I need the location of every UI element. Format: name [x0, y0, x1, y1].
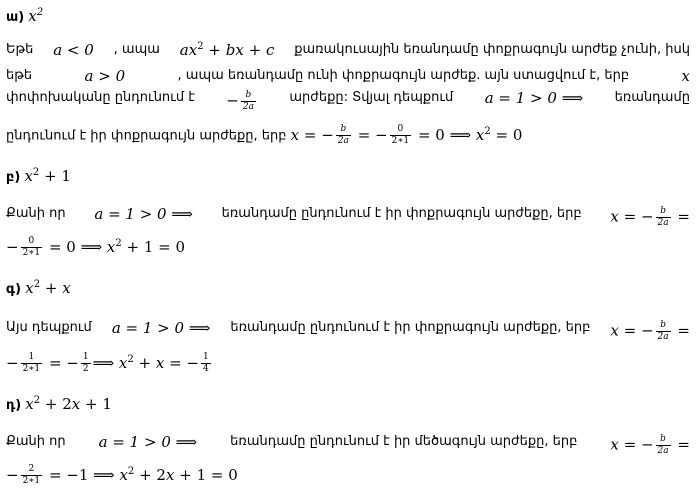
- section-label: բ): [6, 170, 21, 185]
- section-d-line-1: Քանի որ a = 1 > 0 ⟹ եռանդամը ընդունում է իր մեծագույն արժեքը, երբ x = − $\frac{b}{2a}$ =: [6, 433, 690, 456]
- section-a-line-3: փոփոխականը ընդունում է − $\frac{b}{2a}$ արժեքը: Տվյալ դեպքում a = 1 > 0 ⟹ եռանդամը: [6, 89, 690, 112]
- section-d-line-2: [6, 464, 238, 487]
- section-b-line-1: Քանի որ a = 1 > 0 ⟹ եռանդամը ընդունում է իր փոքրագույն արժեքը, երբ x = − $\frac{b}{2a}$ =: [6, 205, 690, 228]
- quadratic-expression: $ax^2$ + bx + c: [179, 41, 275, 59]
- math-expression: $x^2$: [28, 7, 44, 25]
- math-expression: $x^2 + 2x + 1$: [25, 395, 112, 413]
- fraction-expression: x = − $\frac{b}{2a}$ =: [610, 320, 690, 342]
- fraction-expression: x = − $\frac{b}{2a}$ =: [610, 206, 690, 228]
- solution-expression: x = − $\frac{b}{2a}$ = − $\frac{0}{2∗1}$ = 0 ⟹ $x^2 = 0$: [290, 124, 523, 146]
- section-a-line-1: Եթե a < 0 , ապա $ax^2$ + bx + c քառակուսային եռանդամը փոքրագույն արժեք չունի, իսկ: [6, 41, 690, 59]
- section-label: դ): [6, 398, 22, 413]
- math-expression: $x^2 + 1$: [24, 167, 71, 185]
- fraction-expression: x = − $\frac{b}{2a}$ =: [610, 434, 690, 456]
- math-expression: $x^2 + x$: [25, 279, 71, 297]
- section-c-heading: [6, 280, 71, 298]
- section-c-line-1: Այս դեպքում a = 1 > 0 ⟹ եռանդամը ընդունում է իր փոքրագույն արժեքը, երբ x = − $\frac{b}{2a}$ =: [6, 319, 690, 342]
- section-a-heading: [6, 8, 43, 26]
- section-b-line-2: [6, 236, 185, 259]
- section-c-line-2: [6, 352, 213, 375]
- section-label: գ): [6, 282, 22, 297]
- section-label: ա): [6, 10, 25, 25]
- section-d-heading: [6, 396, 112, 414]
- solution-expression: − $\frac{1}{2∗1}$ = − $\frac{1}{2}$ ⟹ $x^2 + x$ = − $\frac{1}{4}$: [6, 352, 209, 374]
- section-b-heading: [6, 168, 71, 186]
- solution-expression: − $\frac{2}{2∗1}$ = −1 ⟹ $x^2 + 2x + 1 = 0$: [6, 464, 238, 486]
- section-a-line-2: եթե a > 0 , ապա եռանդամը ունի փոքրագույն արժեք. այն ստացվում է, երբ x: [6, 67, 690, 85]
- fraction-expression: − $\frac{b}{2a}$: [226, 90, 254, 112]
- solution-expression: − $\frac{0}{2∗1}$ = 0 ⟹ $x^2 + 1 = 0$: [6, 236, 186, 258]
- section-a-line-4: ընդունում է իր փոքրագույն արժեքը, երբ x = − $\frac{b}{2a}$ = − $\frac{0}{2∗1}$ = 0 ⟹ $x^2 = 0$: [6, 124, 523, 146]
